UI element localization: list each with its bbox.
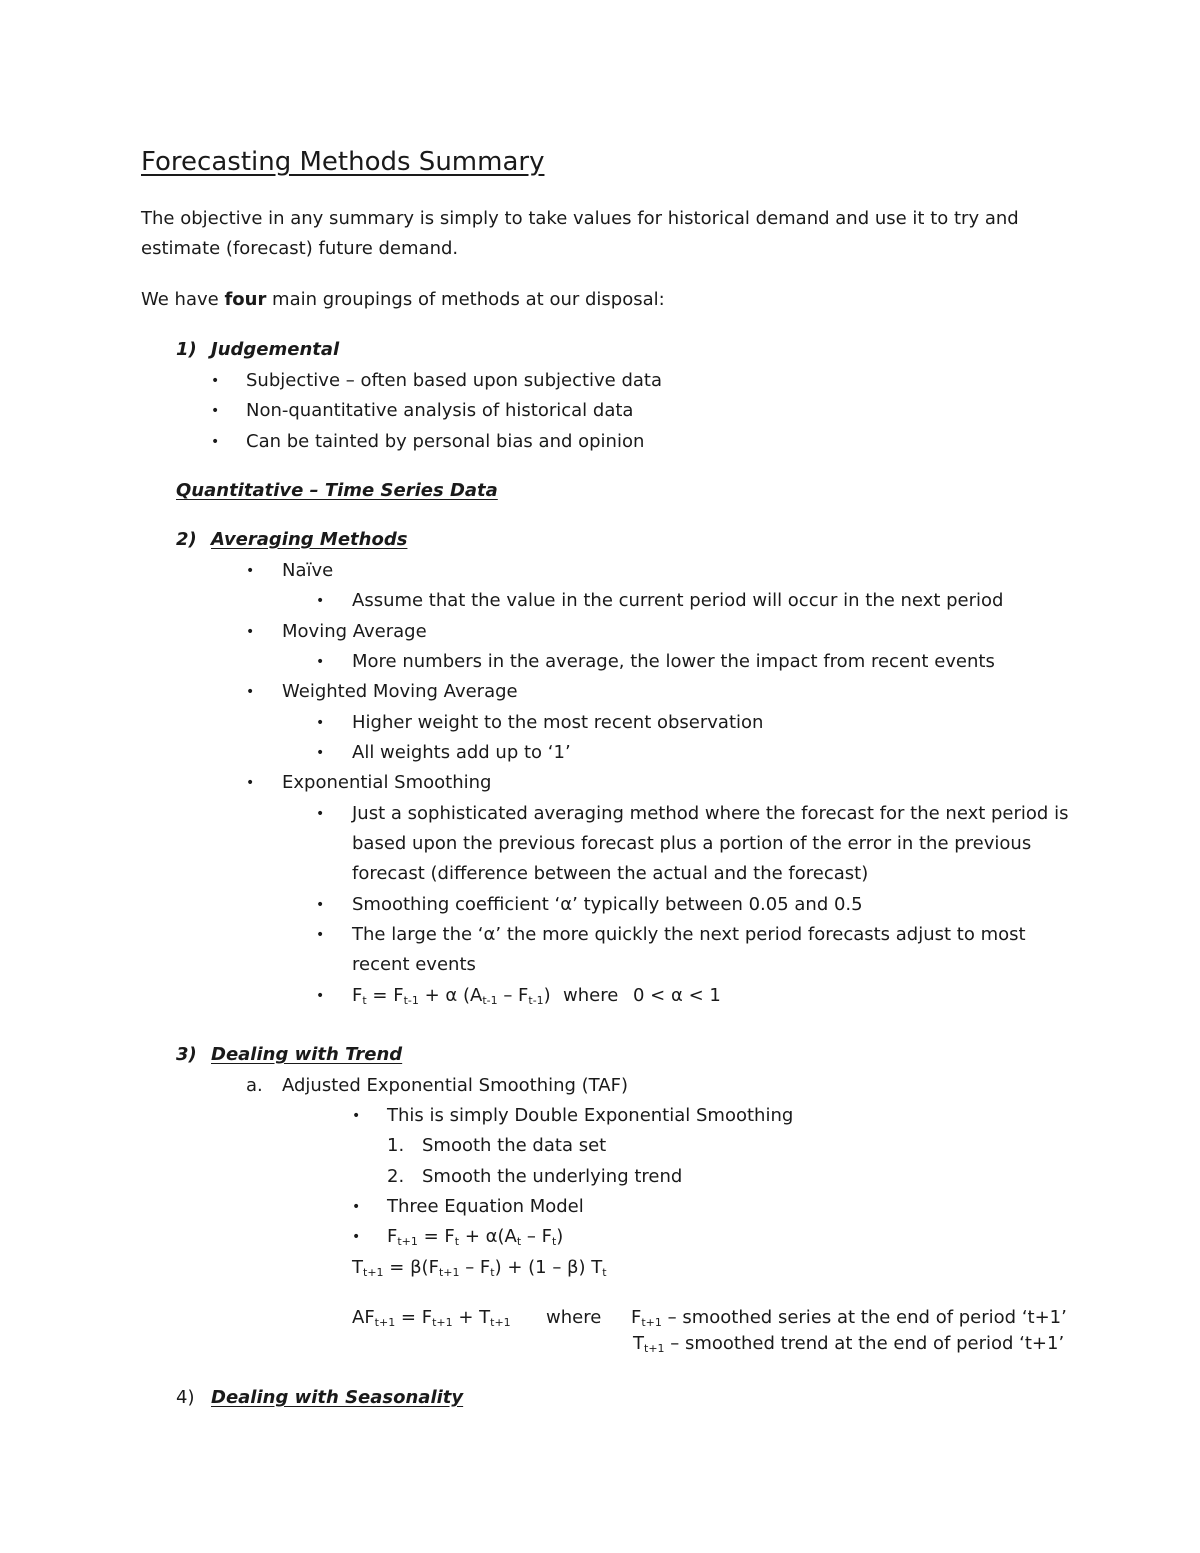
naive-sub-item: Assume that the value in the current period will occur in the next period bbox=[352, 590, 1004, 611]
def1-f: F bbox=[631, 1307, 642, 1328]
formula-sub-t1: t-1 bbox=[403, 994, 419, 1007]
def2-t: T bbox=[633, 1333, 644, 1354]
groupings-sentence bbox=[141, 288, 665, 312]
moving-average-sub-item: More numbers in the average, the lower the impact from recent events bbox=[352, 651, 995, 672]
def2-text: – smoothed trend at the end of period ‘t+1’ bbox=[664, 1333, 1065, 1354]
trend-item-2: Three Equation Model bbox=[387, 1196, 584, 1217]
trend-step-2: Smooth the underlying trend bbox=[422, 1166, 683, 1187]
eq1-close: ) bbox=[556, 1226, 564, 1247]
eq1-eq: = bbox=[417, 1226, 445, 1247]
eq1-sub-t: t bbox=[516, 1235, 522, 1248]
judgemental-item-3: Can be tainted by personal bias and opinion bbox=[246, 431, 645, 452]
eq2-t: T bbox=[352, 1257, 363, 1278]
section-3-heading: Dealing with Trend bbox=[211, 1044, 403, 1065]
exp-sub-item-3-line-2: recent events bbox=[352, 954, 476, 975]
trend-equation-2 bbox=[352, 1256, 607, 1280]
bullet-icon: • bbox=[316, 654, 325, 670]
formula-sub-t1: t-1 bbox=[482, 994, 498, 1007]
eq3-plus: + bbox=[452, 1307, 480, 1328]
trend-sub-letter: a. bbox=[246, 1075, 263, 1096]
trend-step-1-number: 1. bbox=[387, 1135, 405, 1156]
weighted-average-item: Weighted Moving Average bbox=[282, 681, 518, 702]
trend-equation-1 bbox=[387, 1225, 563, 1249]
bullet-icon: • bbox=[246, 624, 255, 640]
eq3-definition-1 bbox=[631, 1306, 1067, 1330]
bullet-icon: • bbox=[246, 684, 255, 700]
eq2-eq: = bbox=[383, 1257, 411, 1278]
formula-where: where bbox=[563, 985, 619, 1006]
eq3-definition-2 bbox=[633, 1332, 1064, 1356]
formula-f: F bbox=[352, 985, 363, 1006]
formula-close: ) bbox=[543, 985, 551, 1006]
eq1-f: F bbox=[387, 1226, 398, 1247]
bullet-icon: • bbox=[352, 1229, 361, 1245]
bullet-icon: • bbox=[316, 745, 325, 761]
bullet-icon: • bbox=[352, 1108, 361, 1124]
judgemental-item-2: Non-quantitative analysis of historical data bbox=[246, 400, 634, 421]
def2-sub-t1: t+1 bbox=[644, 1342, 665, 1355]
weighted-sub-item-2: All weights add up to ‘1’ bbox=[352, 742, 571, 763]
eq2-minus-f: – F bbox=[459, 1257, 491, 1278]
exp-sub-item-1-line-1: Just a sophisticated averaging method where the forecast for the next period is bbox=[352, 803, 1069, 824]
section-1-number: 1) bbox=[176, 339, 197, 360]
eq1-minus-f: – F bbox=[521, 1226, 552, 1247]
section-1-heading: Judgemental bbox=[211, 339, 340, 360]
exp-sub-item-1-line-2: based upon the previous forecast plus a portion of the error in the previous bbox=[352, 833, 1032, 854]
trend-step-1: Smooth the data set bbox=[422, 1135, 607, 1156]
page-title: Forecasting Methods Summary bbox=[141, 147, 545, 177]
exp-sub-item-2: Smoothing coefficient ‘α’ typically between 0.05 and 0.5 bbox=[352, 894, 863, 915]
eq2-sub-t1: t+1 bbox=[363, 1266, 384, 1279]
eq2-sub-t: t bbox=[490, 1266, 495, 1279]
section-2-number: 2) bbox=[176, 529, 197, 550]
eq3-eq: = bbox=[395, 1307, 422, 1328]
trend-item-1: This is simply Double Exponential Smoothing bbox=[387, 1105, 794, 1126]
bullet-icon: • bbox=[246, 775, 255, 791]
bullet-icon: • bbox=[211, 403, 220, 419]
section-3-number: 3) bbox=[176, 1044, 197, 1065]
eq1-plus: + bbox=[459, 1226, 486, 1247]
eq2-sub-t: t bbox=[602, 1266, 607, 1279]
eq3-sub-t1: t+1 bbox=[374, 1316, 396, 1329]
bullet-icon: • bbox=[211, 434, 220, 450]
eq3-sub-t1: t+1 bbox=[432, 1316, 453, 1329]
def1-text: – smoothed series at the end of period ‘t+1’ bbox=[661, 1307, 1067, 1328]
trend-equation-3 bbox=[352, 1306, 511, 1330]
formula-range: 0 < α < 1 bbox=[633, 985, 721, 1006]
bullet-icon: • bbox=[211, 373, 220, 389]
section-2-heading: Averaging Methods bbox=[211, 529, 408, 550]
eq1-alpha-a: α(A bbox=[485, 1226, 517, 1247]
eq1-f: F bbox=[444, 1226, 455, 1247]
formula-eq: = bbox=[366, 985, 394, 1006]
eq3-f: F bbox=[421, 1307, 433, 1328]
eq1-sub-t: t bbox=[551, 1235, 557, 1248]
exponential-smoothing-item: Exponential Smoothing bbox=[282, 772, 492, 793]
groupings-count: four bbox=[224, 289, 267, 310]
eq1-sub-t1: t+1 bbox=[397, 1235, 418, 1248]
trend-step-2-number: 2. bbox=[387, 1166, 405, 1187]
exp-formula bbox=[352, 984, 551, 1008]
eq2-sub-t1: t+1 bbox=[438, 1266, 460, 1279]
eq2-mid: ) + (1 – β) T bbox=[494, 1257, 603, 1278]
quantitative-heading: Quantitative – Time Series Data bbox=[176, 480, 498, 501]
bullet-icon: • bbox=[246, 563, 255, 579]
eq2-beta-f: β(F bbox=[410, 1257, 439, 1278]
eq3-af: AF bbox=[352, 1307, 375, 1328]
trend-sub-label: Adjusted Exponential Smoothing (TAF) bbox=[282, 1075, 628, 1096]
eq3-t: T bbox=[479, 1307, 491, 1328]
bullet-icon: • bbox=[316, 806, 325, 822]
eq3-sub-t1: t+1 bbox=[490, 1316, 511, 1329]
intro-line-2: estimate (forecast) future demand. bbox=[141, 238, 459, 259]
bullet-icon: • bbox=[316, 927, 325, 943]
judgemental-item-1: Subjective – often based upon subjective data bbox=[246, 370, 663, 391]
moving-average-item: Moving Average bbox=[282, 621, 427, 642]
section-4-heading: Dealing with Seasonality bbox=[211, 1387, 464, 1408]
formula-f: F bbox=[393, 985, 404, 1006]
bullet-icon: • bbox=[316, 715, 325, 731]
groupings-post: main groupings of methods at our disposal: bbox=[266, 289, 665, 310]
groupings-pre: We have bbox=[141, 289, 225, 310]
bullet-icon: • bbox=[316, 897, 325, 913]
bullet-icon: • bbox=[316, 593, 325, 609]
def1-sub-t1: t+1 bbox=[641, 1316, 662, 1329]
section-4-number: 4) bbox=[176, 1387, 195, 1408]
formula-alpha-a: + α (A bbox=[418, 985, 483, 1006]
bullet-icon: • bbox=[316, 988, 325, 1004]
intro-line-1: The objective in any summary is simply to take values for historical demand and use it to try and bbox=[141, 208, 1019, 229]
weighted-sub-item-1: Higher weight to the most recent observation bbox=[352, 712, 764, 733]
exp-sub-item-1-line-3: forecast (difference between the actual and the forecast) bbox=[352, 863, 869, 884]
eq3-where: where bbox=[546, 1307, 602, 1328]
formula-sub-t1: t-1 bbox=[528, 994, 544, 1007]
formula-minus-f: – F bbox=[497, 985, 529, 1006]
formula-sub-t: t bbox=[362, 994, 367, 1007]
eq1-sub-t: t bbox=[454, 1235, 460, 1248]
bullet-icon: • bbox=[352, 1199, 361, 1215]
naive-item: Naïve bbox=[282, 560, 334, 581]
exp-sub-item-3-line-1: The large the ‘α’ the more quickly the next period forecasts adjust to most bbox=[352, 924, 1026, 945]
